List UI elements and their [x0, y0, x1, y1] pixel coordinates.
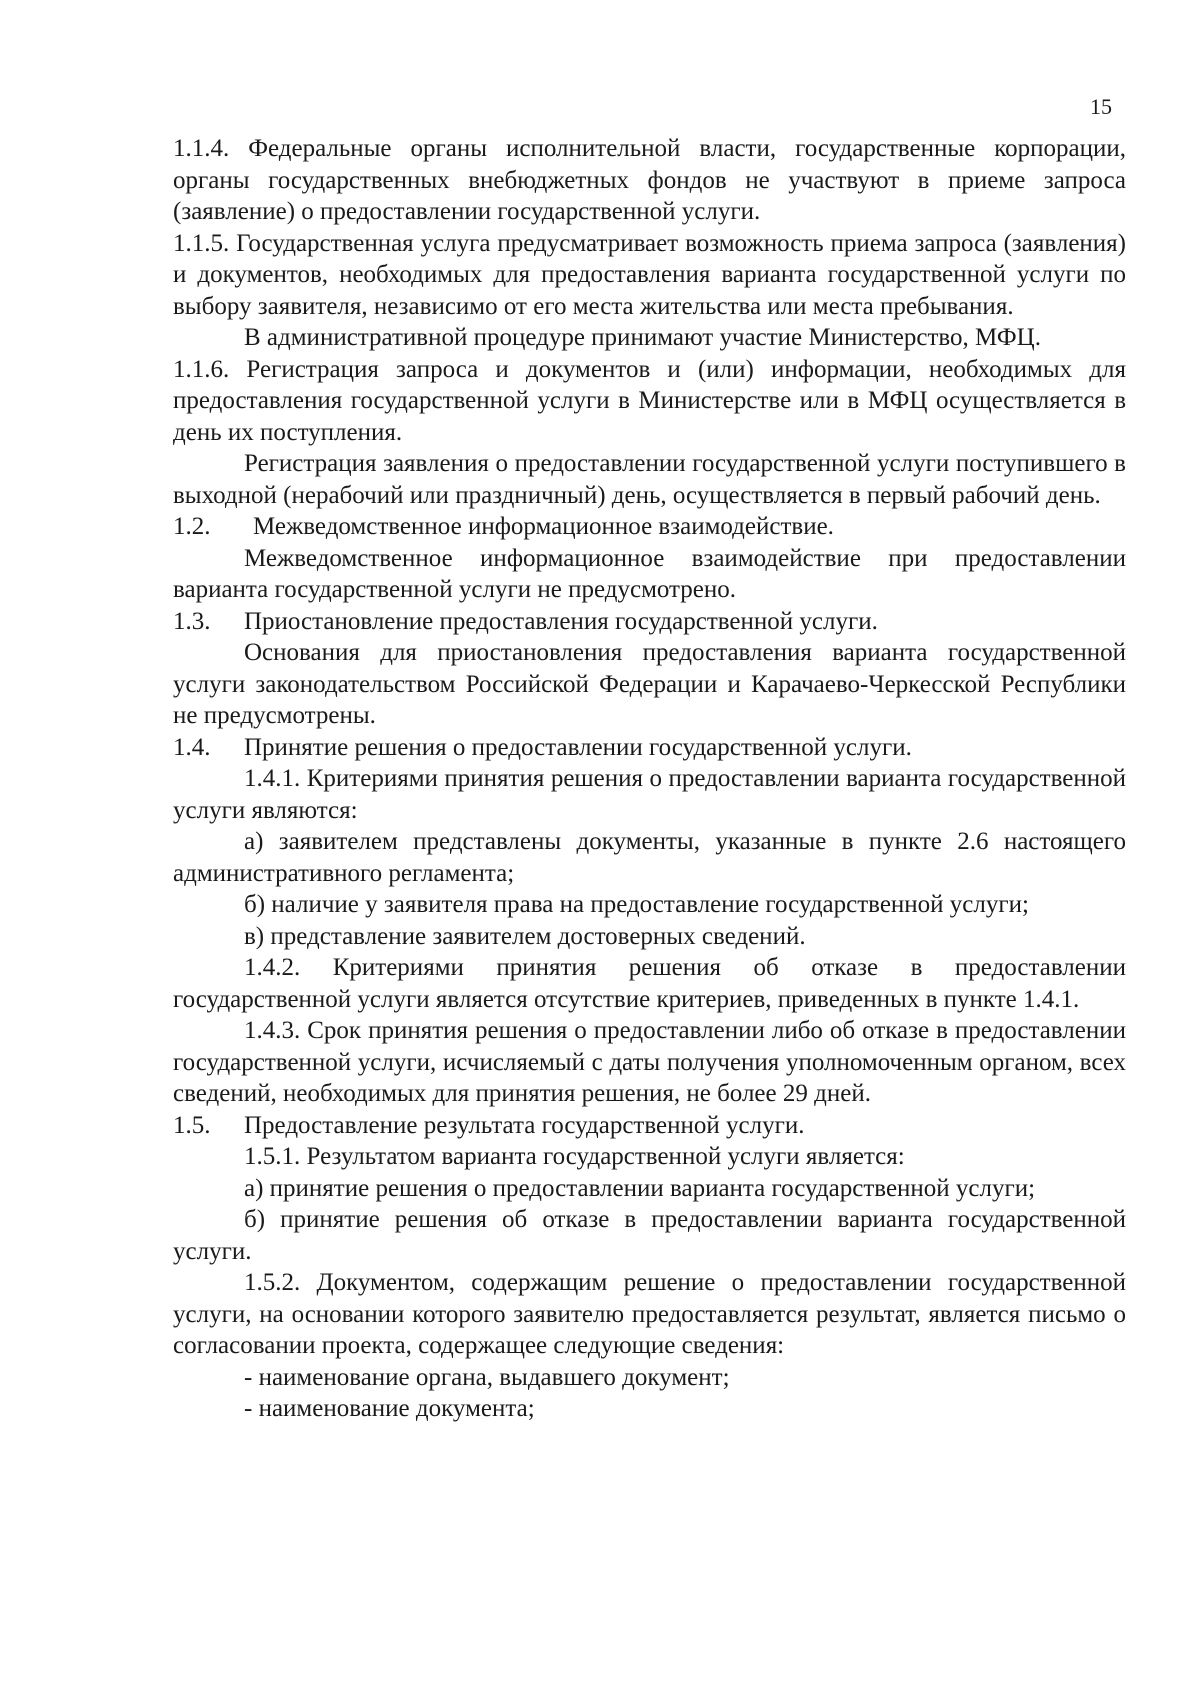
section-heading-1-5	[173, 1110, 1126, 1142]
paragraph-registration: Регистрация заявления о предоставлении государственной услуги поступившего в выходной (нерабочий или праздничный) день, осуществляется в первый рабочий день.	[173, 450, 1126, 509]
paragraph-participants: В административной процедуре принимают участие Министерство, МФЦ.	[244, 324, 1041, 351]
dash-item-issuer: - наименование органа, выдавшего документ;	[244, 1363, 730, 1391]
dash-item-document-name: - наименование документа;	[244, 1395, 535, 1422]
list-item-a: а) заявителем представлены документы, указанные в пункте 2.6 настоящего административного регламента;	[173, 828, 1126, 887]
section-number: 1.4.	[173, 733, 211, 761]
section-number: 1.2.	[173, 513, 211, 540]
paragraph-interagency: Межведомственное информационное взаимодействие при предоставлении варианта государственной услуги не предусмотрено.	[173, 544, 1126, 603]
result-item-b: б) принятие решения об отказе в предоставлении варианта государственной услуги.	[173, 1206, 1126, 1265]
section-number: 1.3.	[173, 607, 211, 635]
paragraph-1-5-1: 1.5.1. Результатом варианта государственной услуги является:	[244, 1143, 905, 1170]
section-number: 1.5.	[173, 1111, 211, 1139]
section-title: Принятие решения о предоставлении государственной услуги.	[244, 733, 912, 761]
list-item-b: б) наличие у заявителя права на предоставление государственной услуги;	[244, 891, 1029, 918]
section-heading-1-4	[173, 732, 1126, 764]
section-title: Предоставление результата государственной услуги.	[244, 1111, 805, 1139]
section-title: Межведомственное информационное взаимодействие.	[253, 513, 834, 540]
page-number: 15	[1090, 94, 1112, 119]
paragraph-1-4-1: 1.4.1. Критериями принятия решения о предоставлении варианта государственной услуги являются:	[173, 765, 1126, 824]
list-item-v: в) представление заявителем достоверных сведений.	[244, 922, 806, 950]
document-body	[173, 133, 1126, 1425]
result-item-a: а) принятие решения о предоставлении варианта государственной услуги;	[244, 1174, 1036, 1202]
paragraph-suspension-grounds: Основания для приостановления предоставления варианта государственной услуги законодательством Российской Федерации и Карачаево-Черкесской Республики не предусмотрены.	[173, 639, 1126, 729]
paragraph-1-1-4: 1.1.4. Федеральные органы исполнительной власти, государственные корпорации, органы государственных внебюджетных фондов не участвуют в приеме запроса (заявление) о предоставлении государственной услуги.	[173, 135, 1126, 225]
section-heading-1-3	[173, 606, 1126, 638]
paragraph-1-4-2: 1.4.2. Критериями принятия решения об отказе в предоставлении государственной услуги является отсутствие критериев, приведенных в пункте 1.4.1.	[173, 954, 1126, 1013]
paragraph-1-5-2: 1.5.2. Документом, содержащим решение о предоставлении государственной услуги, на основании которого заявителю предоставляется результат, является письмо о согласовании проекта, содержащее следующие сведения:	[173, 1269, 1126, 1359]
section-heading-1-2	[173, 511, 1126, 543]
paragraph-1-1-6: 1.1.6. Регистрация запроса и документов и (или) информации, необходимых для предоставления государственной услуги в Министерстве или в МФЦ осуществляется в день их поступления.	[173, 355, 1126, 446]
paragraph-1-4-3: 1.4.3. Срок принятия решения о предоставлении либо об отказе в предоставлении государственной услуги, исчисляемый с даты получения уполномоченным органом, всех сведений, необходимых для принятия решения, не более 29 дней.	[173, 1017, 1126, 1107]
paragraph-1-1-5: 1.1.5. Государственная услуга предусматривает возможность приема запроса (заявления) и документов, необходимых для предоставления варианта государственной услуги по выбору заявителя, независимо от его места жительства или места пребывания.	[173, 229, 1126, 320]
section-title: Приостановление предоставления государственной услуги.	[244, 607, 878, 635]
